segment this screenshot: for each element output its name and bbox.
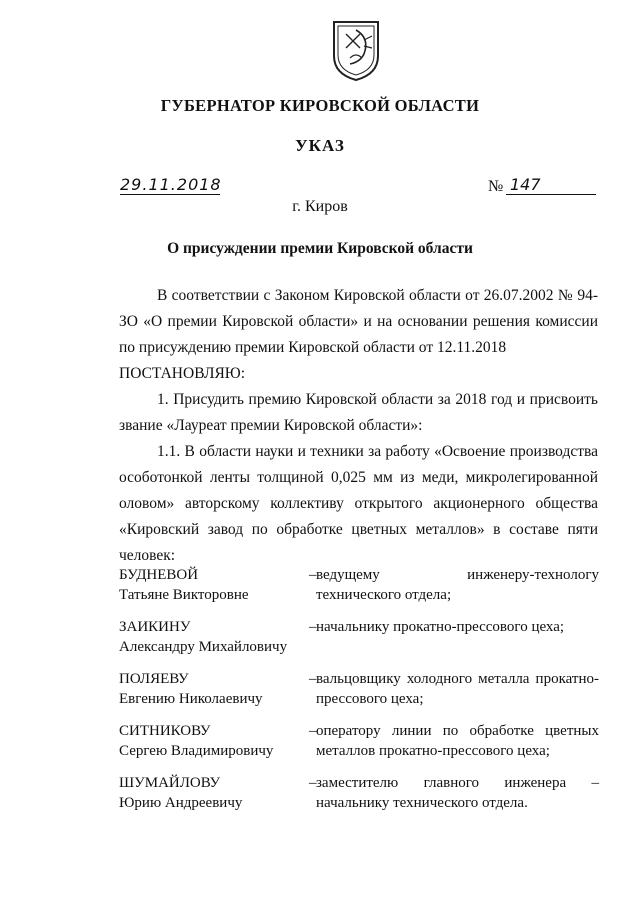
dash: –	[309, 723, 317, 739]
recipient-name	[119, 617, 299, 657]
decree-body	[119, 283, 598, 569]
recipient-given-names: Евгению Николаевичу	[119, 691, 263, 707]
recipient-surname: ЗАИКИНУ	[119, 619, 191, 635]
dash: –	[309, 671, 317, 687]
recipient-row	[119, 565, 599, 617]
recipient-surname: БУДНЕВОЙ	[119, 567, 199, 583]
recipient-position: ведущему инженеру-технологу технического отдела;	[316, 567, 599, 603]
recipients-list	[119, 565, 599, 825]
dash: –	[309, 567, 317, 583]
recipient-row	[119, 617, 599, 669]
recipient-name	[119, 773, 299, 813]
decree-date: 29.11.2018	[120, 175, 222, 194]
recipient-name	[119, 565, 299, 605]
dash: –	[309, 619, 317, 635]
recipient-position: оператору линии по обработке цветных металлов прокатно-прессового цеха;	[316, 723, 599, 759]
recipient-name	[119, 721, 299, 761]
recipient-row	[119, 773, 599, 825]
recipient-surname: ШУМАЙЛОВУ	[119, 775, 221, 791]
recipient-given-names: Сергею Владимировичу	[119, 743, 274, 759]
decree-subject: О присуждении премии Кировской области	[167, 240, 473, 257]
recipient-given-names: Юрию Андреевичу	[119, 795, 243, 811]
decree-number: 147	[506, 176, 596, 195]
recipient-position: начальнику прокатно-прессового цеха;	[316, 619, 565, 635]
issuer-title: ГУБЕРНАТОР КИРОВСКОЙ ОБЛАСТИ	[160, 96, 480, 115]
recipient-position: заместителю главного инженера – начальнику технического отдела.	[316, 775, 599, 811]
paragraph-science: 1.1. В области науки и техники за работу «Освоение производства особотонкой ленты толщиной 0,025 мм из меди, микролегированной оловом» авторскому коллективу открытого акционерного общества «Кировский завод по обработке цветных металлов» в составе пяти человек:	[119, 443, 598, 564]
recipient-name	[119, 669, 299, 709]
recipient-position: вальцовщику холодного металла прокатно-прессового цеха;	[316, 671, 599, 707]
number-label: №	[488, 178, 504, 195]
recipient-row	[119, 669, 599, 721]
resolve-heading: ПОСТАНОВЛЯЮ:	[119, 365, 246, 382]
dash: –	[309, 775, 317, 791]
document-type: УКАЗ	[295, 136, 345, 155]
recipient-given-names: Александру Михайловичу	[119, 639, 288, 655]
recipient-given-names: Татьяне Викторовне	[119, 587, 249, 603]
recipient-surname: ПОЛЯЕВУ	[119, 671, 189, 687]
paragraph-award: 1. Присудить премию Кировской области за 2018 год и присвоить звание «Лауреат премии Кировской области»:	[119, 391, 598, 434]
city: г. Киров	[292, 198, 348, 215]
paragraph-preamble: В соответствии с Законом Кировской области от 26.07.2002 № 94-ЗО «О премии Кировской области» и на основании решения комиссии по присуждению премии Кировской области от 12.11.2018	[119, 287, 598, 356]
recipient-surname: СИТНИКОВУ	[119, 723, 211, 739]
kirov-coat-of-arms-icon	[330, 18, 382, 82]
recipient-row	[119, 721, 599, 773]
